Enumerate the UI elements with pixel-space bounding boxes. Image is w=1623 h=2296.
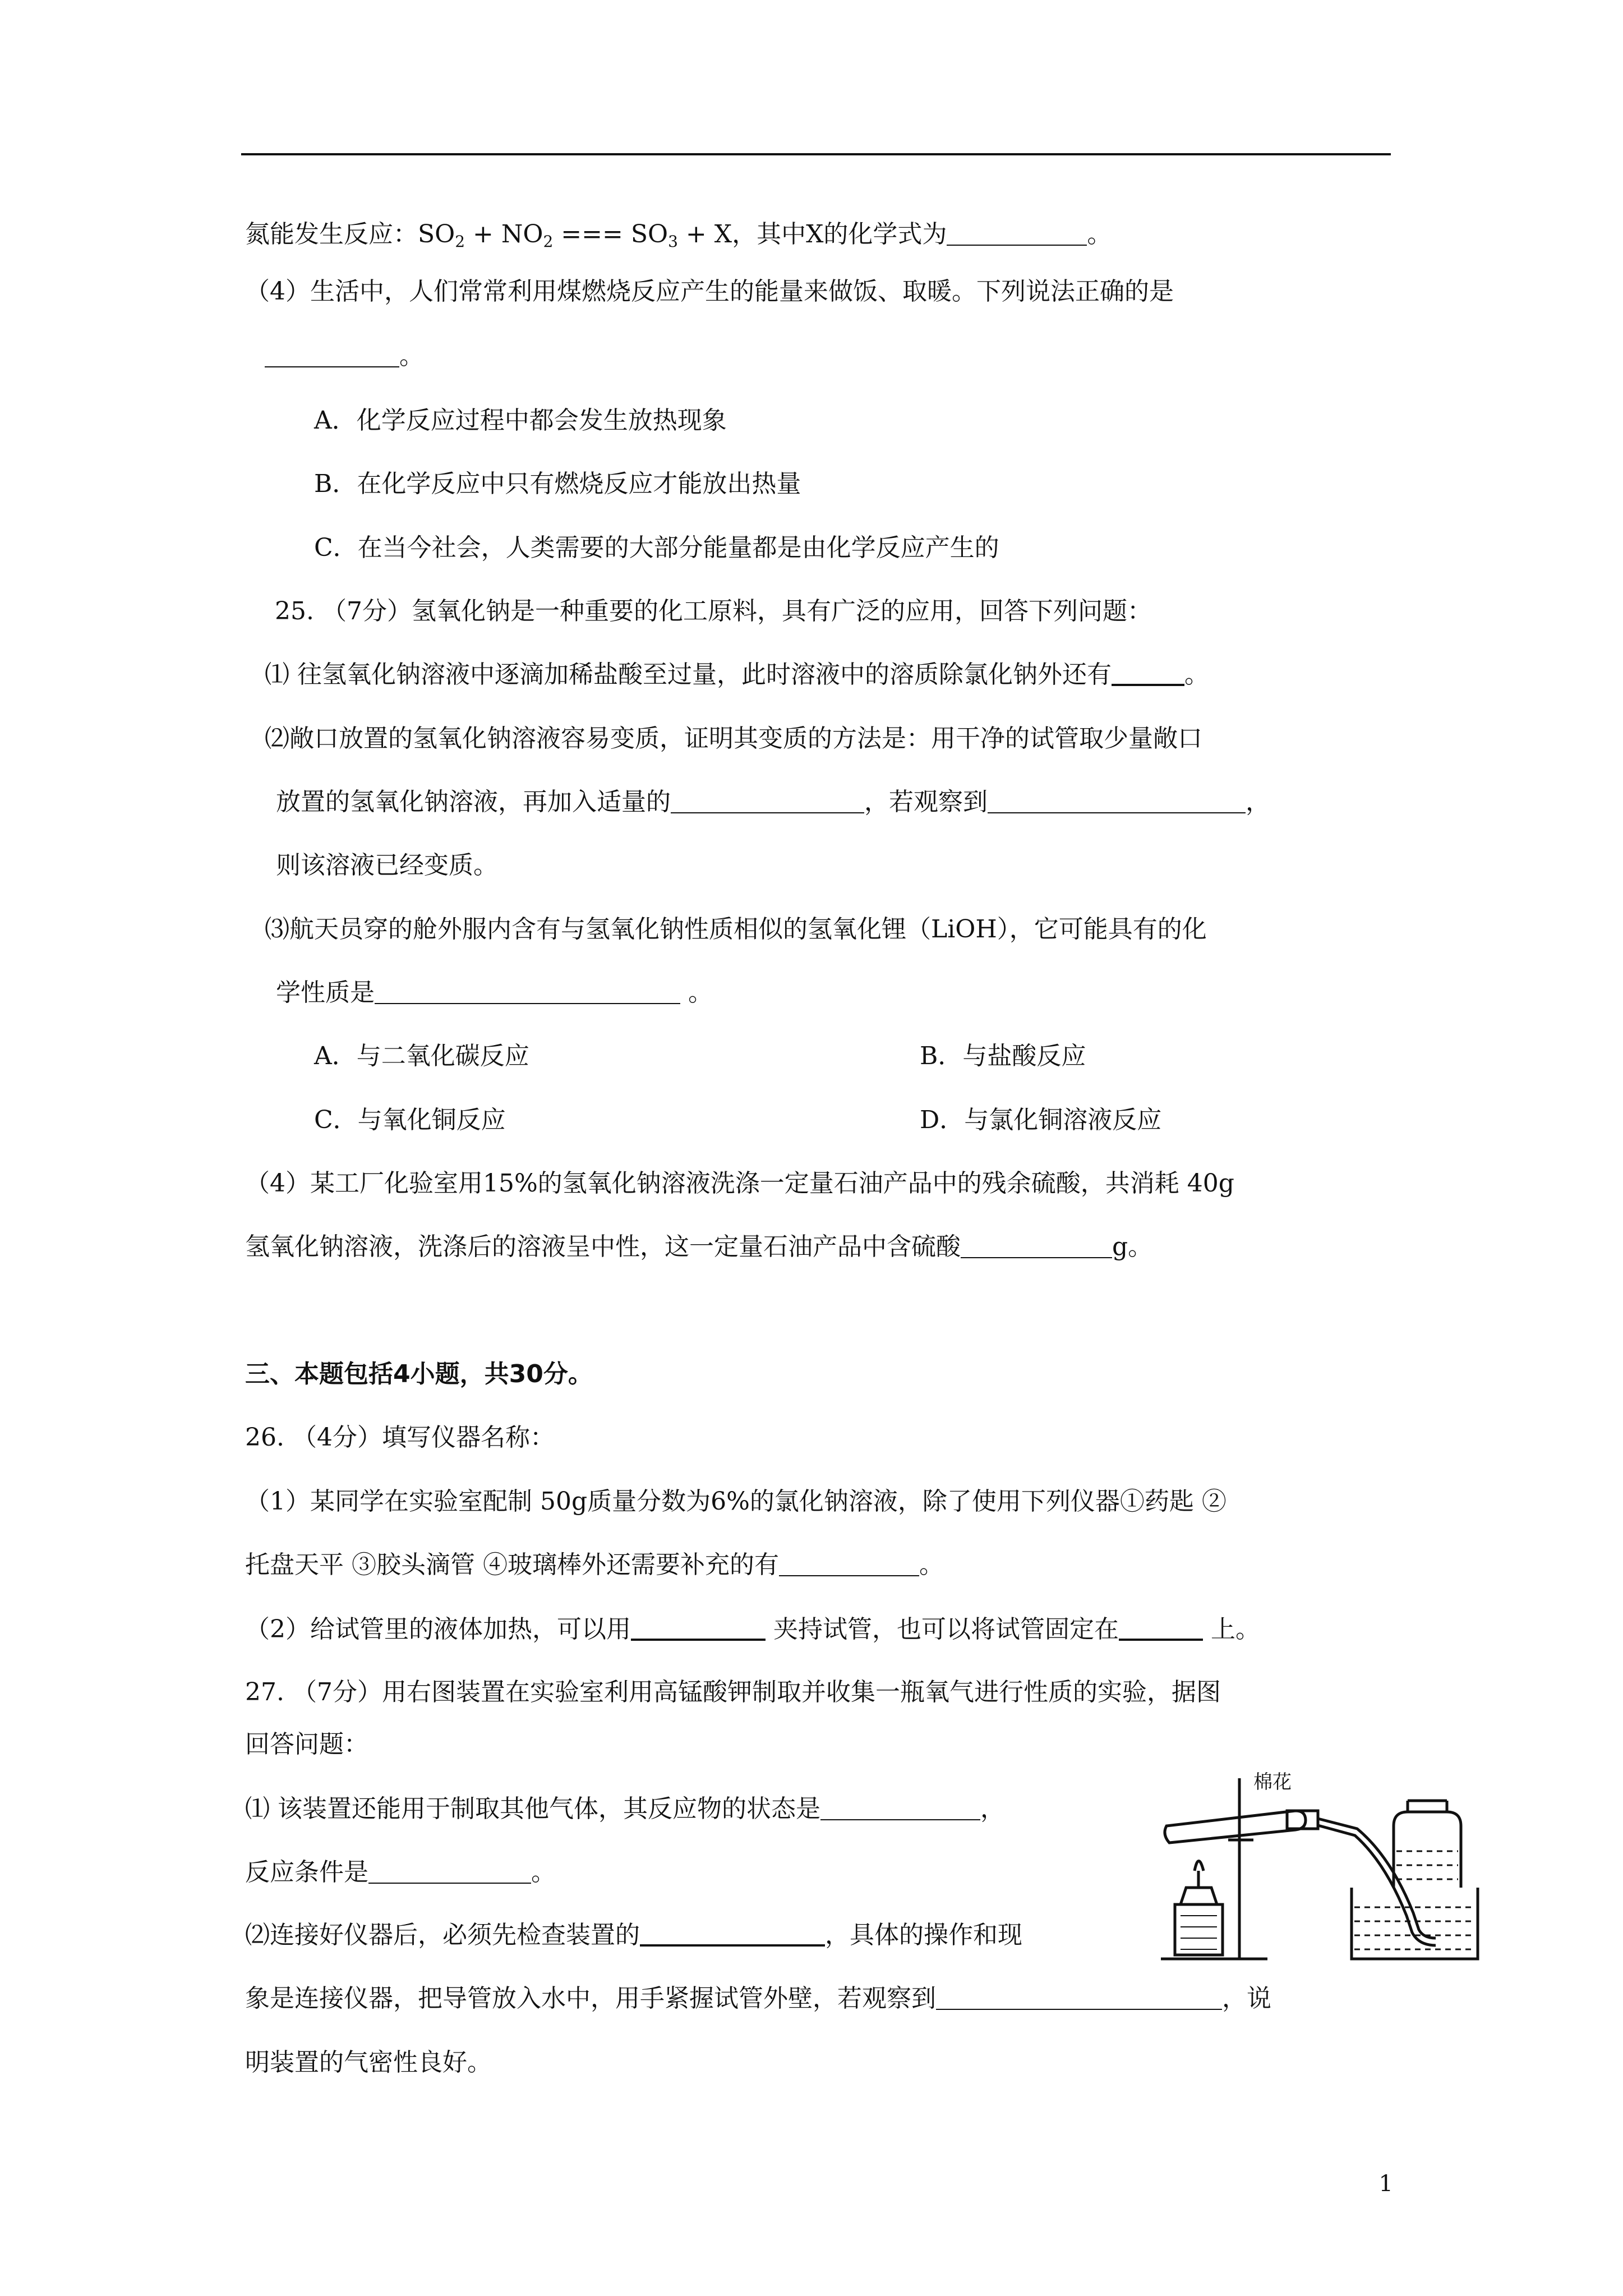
q26-part1-line1: （1）某同学在实验室配制 50g质量分数为6%的氯化钠溶液，除了使用下列仪器①药匙 ② [245, 1487, 1227, 1516]
q25-part4-line1: （4）某工厂化验室用15%的氢氧化钠溶液洗涤一定量石油产品中的残余硫酸，共消耗 40g [245, 1169, 1234, 1198]
answer-blank[interactable] [779, 1553, 919, 1576]
q27-part2-line3: 明装置的气密性良好。 [245, 2048, 492, 2077]
page-number: 1 [1378, 2171, 1393, 2197]
question-title: 25. （7分）氢氧化钠是一种重要的化工原料，具有广泛的应用，回答下列问题： [275, 597, 1152, 625]
section-heading: 三、本题包括4小题，共30分。 [245, 1360, 593, 1388]
answer-blank[interactable] [988, 790, 1246, 813]
answer-blank[interactable] [640, 1922, 825, 1947]
answer-blank[interactable] [936, 1986, 1222, 2010]
q25-part3-line1: ⑶航天员穿的舱外服内含有与氢氧化钠性质相似的氢氧化锂（LiOH），它可能具有的化 [265, 915, 1207, 944]
option-d: D．与氯化铜溶液反应 [920, 1106, 1162, 1134]
answer-line: 。 [265, 339, 424, 373]
option-c: C．在当今社会，人类需要的大部分能量都是由化学反应产生的 [314, 533, 999, 562]
answer-blank[interactable] [265, 344, 399, 367]
option-a: A．与二氧化碳反应 [314, 1042, 529, 1070]
q27-title-line2: 回答问题： [245, 1730, 368, 1759]
q27-part2-line1: ⑵连接好仪器后，必须先检查装置的 ，具体的操作和现 [245, 1921, 1022, 1949]
q25-part3-line2: 学性质是 。 [276, 978, 713, 1007]
q26-part1-line2: 托盘天平 ③胶头滴管 ④玻璃棒外还需要补充的有 。 [245, 1550, 944, 1579]
option-b: B．在化学反应中只有燃烧反应才能放出热量 [314, 470, 801, 498]
option-b: B．与盐酸反应 [920, 1042, 1086, 1070]
q25-part2-line2: 放置的氢氧化钠溶液，再加入适量的 ，若观察到 ， [276, 788, 1270, 816]
answer-blank[interactable] [671, 790, 864, 813]
option-a: A．化学反应过程中都会发生放热现象 [314, 406, 727, 435]
cotton-label: 棉花 [1253, 1771, 1292, 1793]
q27-part2-line2: 象是连接仪器，把导管放入水中，用手紧握试管外壁，若观察到 ，说 [245, 1984, 1271, 2013]
answer-blank[interactable] [961, 1235, 1112, 1258]
reaction-line: 氮能发生反应：$SO_2 + NO_2$ === $SO_3 + X$，其中X的化学式为 。 [245, 220, 1112, 251]
answer-blank[interactable] [820, 1797, 980, 1820]
q25-part2-line1: ⑵敞口放置的氢氧化钠溶液容易变质，证明其变质的方法是：用干净的试管取少量敞口 [265, 724, 1202, 753]
answer-blank[interactable] [631, 1616, 766, 1641]
q27-title-line1: 27. （7分）用右图装置在实验室利用高锰酸钾制取并收集一瓶氧气进行性质的实验，据图 [245, 1678, 1221, 1706]
answer-blank[interactable] [375, 981, 680, 1004]
question-title: 26. （4分）填写仪器名称： [245, 1423, 555, 1452]
option-c: C．与氧化铜反应 [314, 1106, 506, 1134]
answer-blank[interactable] [1112, 661, 1184, 686]
q25-part4-line2: 氢氧化钠溶液，洗涤后的溶液呈中性，这一定量石油产品中含硫酸 g。 [245, 1232, 1153, 1261]
q26-part2: （2）给试管里的液体加热，可以用 夹持试管，也可以将试管固定在 上。 [245, 1615, 1260, 1644]
answer-blank[interactable] [1119, 1616, 1203, 1641]
header-rule [241, 153, 1391, 155]
q27-part1-line2: 反应条件是 。 [245, 1858, 556, 1887]
q25-part1: ⑴ 往氢氧化钠溶液中逐滴加稀盐酸至过量，此时溶液中的溶质除氯化钠外还有 。 [265, 660, 1209, 689]
q25-part2-line3: 则该溶液已经变质。 [276, 851, 498, 880]
answer-blank[interactable] [947, 222, 1087, 246]
answer-blank[interactable] [368, 1860, 531, 1884]
question-stem: （4）生活中，人们常常利用煤燃烧反应产生的能量来做饭、取暖。下列说法正确的是 [245, 277, 1174, 306]
apparatus-figure [1155, 1767, 1481, 1963]
q27-part1-line1: ⑴ 该装置还能用于制取其他气体，其反应物的状态是 ， [245, 1795, 1005, 1823]
